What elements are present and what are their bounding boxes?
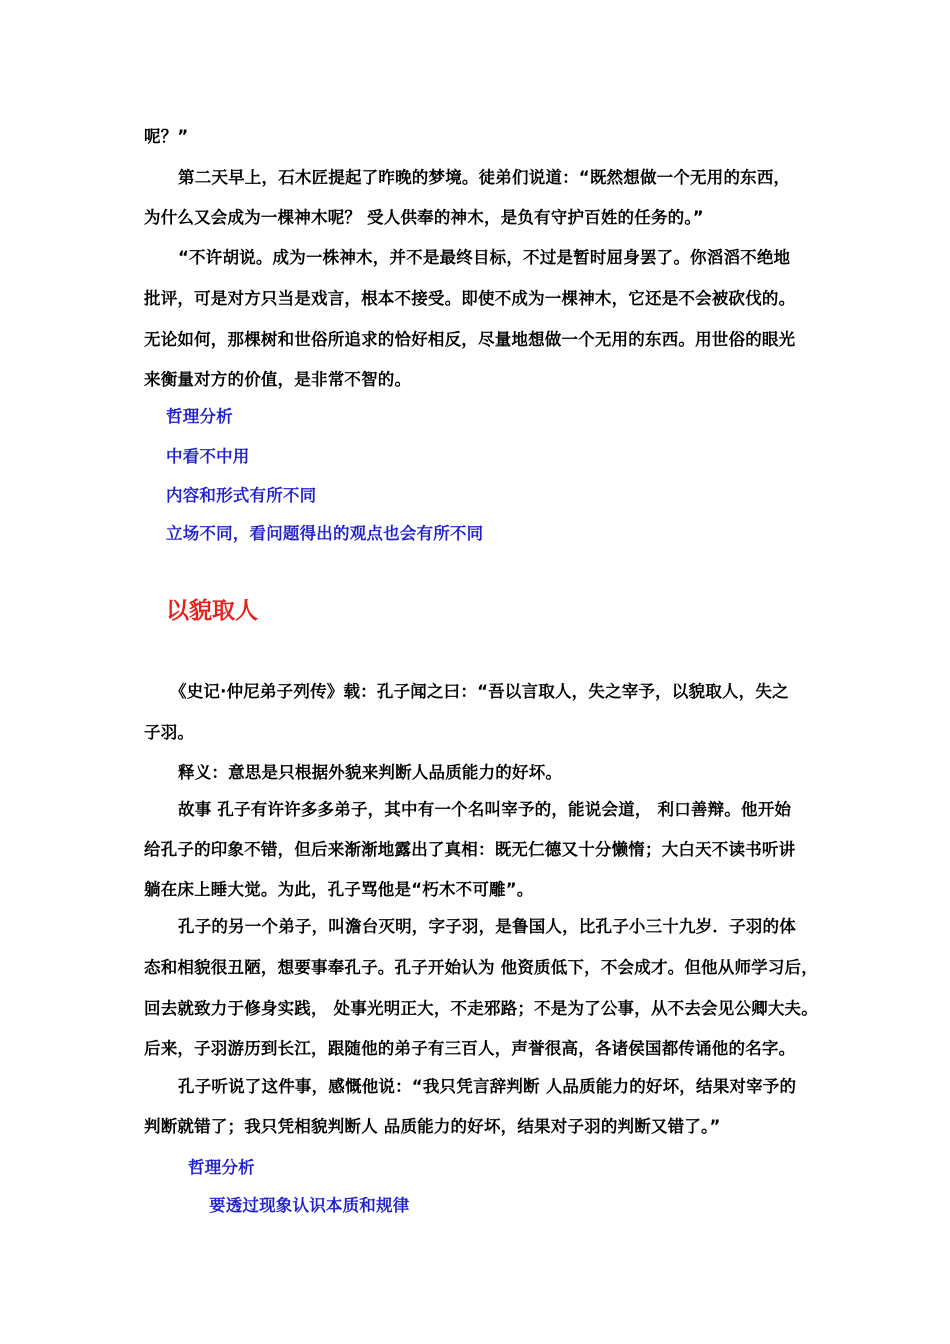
section-title: 以貌取人 — [166, 598, 258, 624]
analysis-point: 要透过现象认识本质和规律 — [209, 1196, 410, 1215]
paragraph-line: 为什么又会成为一棵神木呢？ 受人供奉的神木，是负有守护百姓的任务的。” — [144, 208, 704, 227]
paragraph-line: 后来，子羽游历到长江，跟随他的弟子有三百人，声誉很高，各诸侯国都传诵他的名字。 — [144, 1039, 796, 1058]
paragraph-line: 孔子听说了这件事，感慨他说：“我只凭言辞判断 人品质能力的好坏，结果对宰予的 — [178, 1077, 797, 1096]
paragraph-line: 来衡量对方的价值，是非常不智的。 — [144, 370, 412, 389]
paragraph-line: 给孔子的印象不错，但后来渐渐地露出了真相：既无仁德又十分懒惰；大白天不读书听讲 — [144, 840, 796, 859]
paragraph-line: 第二天早上，石木匠提起了昨晚的梦境。徒弟们说道：“既然想做一个无用的东西， — [178, 168, 791, 187]
paragraph-line: 躺在床上睡大觉。为此，孔子骂他是“朽木不可雕”。 — [144, 880, 534, 899]
paragraph-line: 孔子的另一个弟子，叫澹台灭明，字子羽，是鲁国人，比孔子小三十九岁．子羽的体 — [178, 917, 796, 936]
paragraph-line: “不许胡说。成为一株神木，并不是最终目标，不过是暂时屈身罢了。你滔滔不绝地 — [178, 248, 791, 267]
paragraph-line: 释义：意思是只根据外貌来判断人品质能力的好坏。 — [178, 763, 563, 782]
analysis-point: 内容和形式有所不同 — [166, 486, 317, 505]
paragraph-line: 态和相貌很丑陋，想要事奉孔子。孔子开始认为 他资质低下，不会成才。但他从师学习后， — [144, 958, 818, 977]
paragraph-line: 判断就错了；我只凭相貌判断人 品质能力的好坏，结果对子羽的判断又错了。” — [144, 1117, 721, 1136]
paragraph-line: 子羽。 — [144, 723, 195, 742]
paragraph-line: 《史记·仲尼弟子列传》载：孔子闻之曰：“吾以言取人，失之宰予，以貌取人，失之 — [170, 682, 789, 701]
analysis-heading: 哲理分析 — [166, 407, 233, 426]
paragraph-line: 回去就致力于修身实践， 处事光明正大，不走邪路；不是为了公事，从不去会见公卿大夫。 — [144, 999, 818, 1018]
analysis-point: 中看不中用 — [166, 447, 250, 466]
paragraph-line: 呢？” — [144, 127, 189, 146]
paragraph-line: 无论如何，那棵树和世俗所追求的恰好相反，尽量地想做一个无用的东西。用世俗的眼光 — [144, 330, 796, 349]
analysis-point: 立场不同，看问题得出的观点也会有所不同 — [166, 524, 484, 543]
paragraph-line: 故事 孔子有许许多多弟子，其中有一个名叫宰予的，能说会道， 利口善辩。他开始 — [178, 800, 792, 819]
analysis-heading: 哲理分析 — [188, 1158, 255, 1177]
paragraph-line: 批评，可是对方只当是戏言，根本不接受。即使不成为一棵神木，它还是不会被砍伐的。 — [144, 289, 796, 308]
